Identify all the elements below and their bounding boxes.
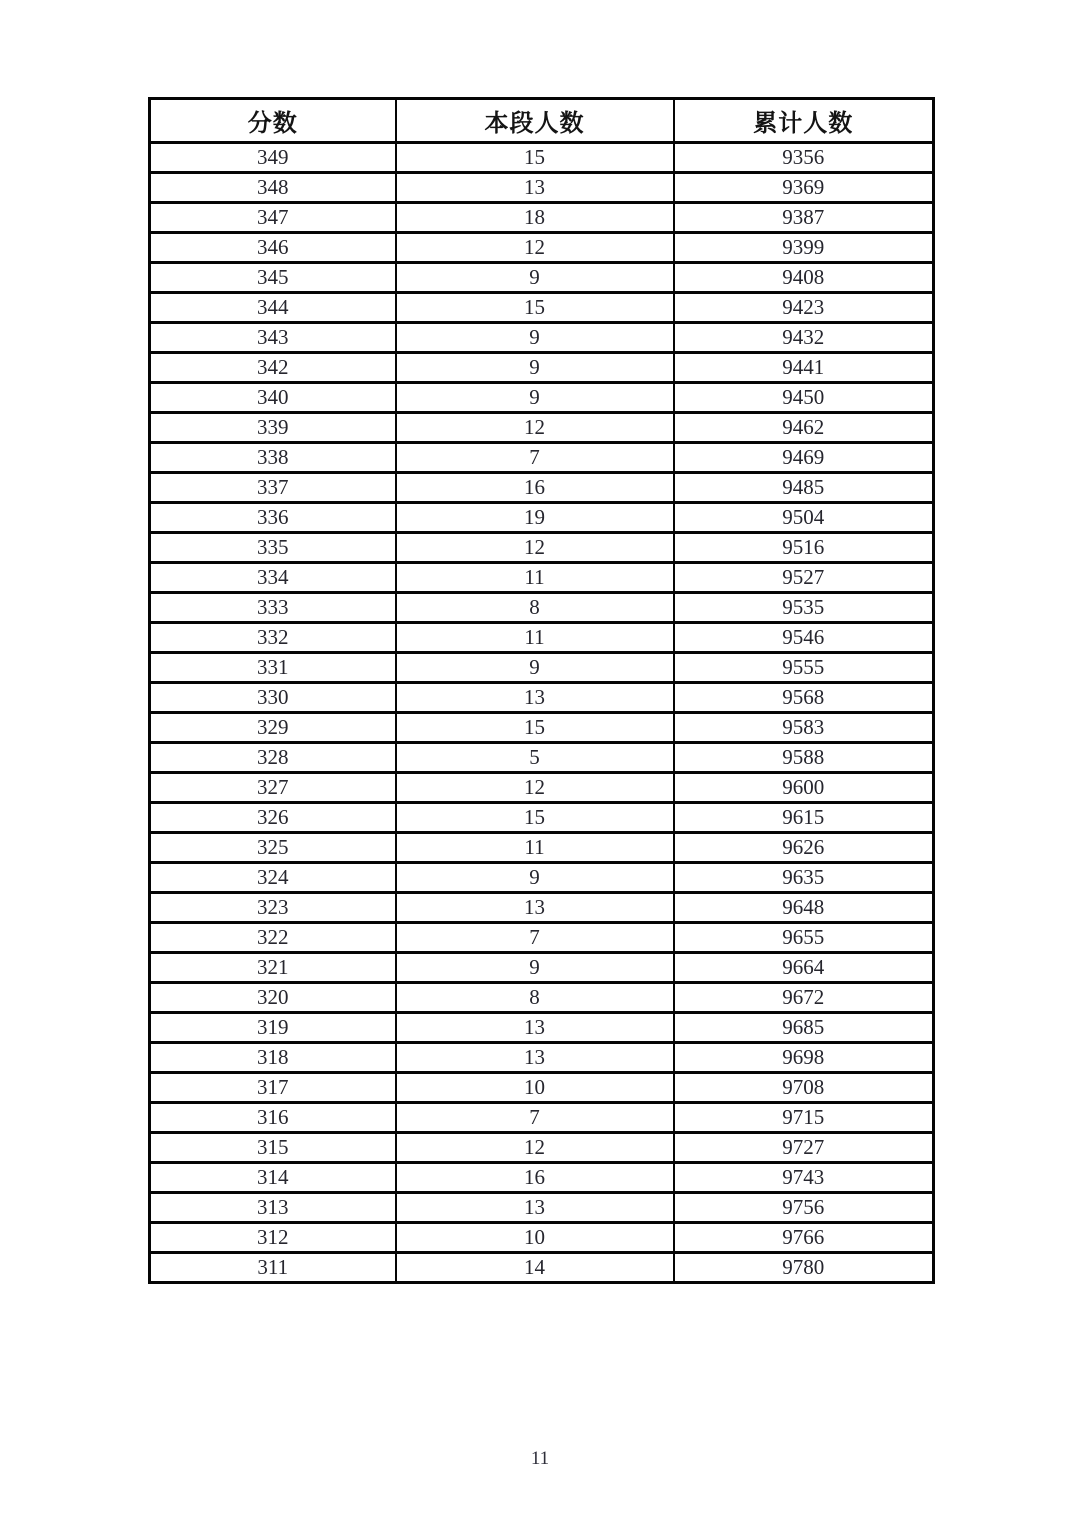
- cumulative-count-cell: 9698: [674, 1043, 934, 1073]
- segment-count-cell: 15: [396, 143, 674, 173]
- segment-count-cell: 16: [396, 473, 674, 503]
- score-cell: 326: [150, 803, 396, 833]
- score-cell: 319: [150, 1013, 396, 1043]
- segment-count-cell: 7: [396, 1103, 674, 1133]
- segment-count-cell: 9: [396, 863, 674, 893]
- score-cell: 317: [150, 1073, 396, 1103]
- cumulative-count-cell: 9655: [674, 923, 934, 953]
- score-cell: 340: [150, 383, 396, 413]
- score-cell: 329: [150, 713, 396, 743]
- cumulative-count-cell: 9568: [674, 683, 934, 713]
- table-row: [150, 203, 934, 233]
- segment-count-cell: 9: [396, 653, 674, 683]
- table-row: [150, 593, 934, 623]
- segment-count-cell: 9: [396, 263, 674, 293]
- score-cell: 349: [150, 143, 396, 173]
- table-row: [150, 1103, 934, 1133]
- table-row: [150, 353, 934, 383]
- segment-count-cell: 18: [396, 203, 674, 233]
- table-row: [150, 533, 934, 563]
- cumulative-count-cell: 9672: [674, 983, 934, 1013]
- segment-count-cell: 15: [396, 713, 674, 743]
- score-cell: 323: [150, 893, 396, 923]
- segment-count-cell: 13: [396, 1193, 674, 1223]
- segment-count-cell: 13: [396, 1013, 674, 1043]
- cumulative-count-cell: 9546: [674, 623, 934, 653]
- segment-count-cell: 13: [396, 1043, 674, 1073]
- cumulative-count-cell: 9626: [674, 833, 934, 863]
- table-row: [150, 323, 934, 353]
- cumulative-count-cell: 9588: [674, 743, 934, 773]
- segment-count-cell: 12: [396, 413, 674, 443]
- segment-count-cell: 16: [396, 1163, 674, 1193]
- table-row: [150, 413, 934, 443]
- score-cell: 313: [150, 1193, 396, 1223]
- segment-count-cell: 12: [396, 1133, 674, 1163]
- cumulative-count-cell: 9743: [674, 1163, 934, 1193]
- score-cell: 316: [150, 1103, 396, 1133]
- table-row: [150, 1013, 934, 1043]
- score-cell: 337: [150, 473, 396, 503]
- cumulative-count-cell: 9600: [674, 773, 934, 803]
- table-row: [150, 653, 934, 683]
- cumulative-count-cell: 9450: [674, 383, 934, 413]
- cumulative-count-cell: 9756: [674, 1193, 934, 1223]
- cumulative-count-cell: 9408: [674, 263, 934, 293]
- score-cell: 320: [150, 983, 396, 1013]
- cumulative-count-cell: 9527: [674, 563, 934, 593]
- score-cell: 343: [150, 323, 396, 353]
- cumulative-count-cell: 9535: [674, 593, 934, 623]
- table-row: [150, 473, 934, 503]
- table-row: [150, 1073, 934, 1103]
- segment-count-cell: 13: [396, 683, 674, 713]
- score-cell: 339: [150, 413, 396, 443]
- table-row: [150, 143, 934, 173]
- table-row: [150, 983, 934, 1013]
- score-cell: 332: [150, 623, 396, 653]
- segment-count-cell: 5: [396, 743, 674, 773]
- segment-count-cell: 8: [396, 593, 674, 623]
- score-cell: 327: [150, 773, 396, 803]
- segment-count-cell: 7: [396, 443, 674, 473]
- score-cell: 314: [150, 1163, 396, 1193]
- header-cumulative-count: 累计人数: [674, 99, 934, 143]
- cumulative-count-cell: 9356: [674, 143, 934, 173]
- table-row: [150, 1253, 934, 1283]
- page-number: 11: [530, 1448, 550, 1469]
- cumulative-count-cell: 9399: [674, 233, 934, 263]
- header-segment-count: 本段人数: [396, 99, 674, 143]
- table-row: [150, 263, 934, 293]
- segment-count-cell: 14: [396, 1253, 674, 1283]
- score-cell: 333: [150, 593, 396, 623]
- table-row: [150, 803, 934, 833]
- score-cell: 325: [150, 833, 396, 863]
- table-row: [150, 713, 934, 743]
- cumulative-count-cell: 9635: [674, 863, 934, 893]
- score-cell: 328: [150, 743, 396, 773]
- score-cell: 311: [150, 1253, 396, 1283]
- table-row: [150, 953, 934, 983]
- score-cell: 312: [150, 1223, 396, 1253]
- score-cell: 315: [150, 1133, 396, 1163]
- cumulative-count-cell: 9485: [674, 473, 934, 503]
- segment-count-cell: 10: [396, 1223, 674, 1253]
- segment-count-cell: 19: [396, 503, 674, 533]
- score-cell: 347: [150, 203, 396, 233]
- segment-count-cell: 15: [396, 293, 674, 323]
- score-cell: 331: [150, 653, 396, 683]
- score-cell: 322: [150, 923, 396, 953]
- cumulative-count-cell: 9369: [674, 173, 934, 203]
- cumulative-count-cell: 9708: [674, 1073, 934, 1103]
- table-header-row: [150, 99, 934, 143]
- cumulative-count-cell: 9685: [674, 1013, 934, 1043]
- score-cell: 335: [150, 533, 396, 563]
- table-row: [150, 503, 934, 533]
- cumulative-count-cell: 9766: [674, 1223, 934, 1253]
- table-row: [150, 863, 934, 893]
- table-row: [150, 173, 934, 203]
- table-row: [150, 383, 934, 413]
- cumulative-count-cell: 9504: [674, 503, 934, 533]
- cumulative-count-cell: 9469: [674, 443, 934, 473]
- score-cell: 334: [150, 563, 396, 593]
- cumulative-count-cell: 9648: [674, 893, 934, 923]
- score-cell: 330: [150, 683, 396, 713]
- cumulative-count-cell: 9664: [674, 953, 934, 983]
- segment-count-cell: 9: [396, 353, 674, 383]
- table-row: [150, 773, 934, 803]
- segment-count-cell: 11: [396, 833, 674, 863]
- score-cell: 321: [150, 953, 396, 983]
- segment-count-cell: 8: [396, 983, 674, 1013]
- segment-count-cell: 9: [396, 953, 674, 983]
- cumulative-count-cell: 9441: [674, 353, 934, 383]
- table-row: [150, 923, 934, 953]
- table-row: [150, 1043, 934, 1073]
- score-cell: 318: [150, 1043, 396, 1073]
- table-row: [150, 1133, 934, 1163]
- cumulative-count-cell: 9780: [674, 1253, 934, 1283]
- cumulative-count-cell: 9462: [674, 413, 934, 443]
- table-row: [150, 293, 934, 323]
- table-row: [150, 743, 934, 773]
- score-table-body: [150, 143, 934, 1283]
- segment-count-cell: 11: [396, 563, 674, 593]
- header-score: 分数: [150, 99, 396, 143]
- score-cell: 344: [150, 293, 396, 323]
- table-row: [150, 1163, 934, 1193]
- cumulative-count-cell: 9387: [674, 203, 934, 233]
- cumulative-count-cell: 9727: [674, 1133, 934, 1163]
- table-row: [150, 1223, 934, 1253]
- cumulative-count-cell: 9555: [674, 653, 934, 683]
- table-row: [150, 893, 934, 923]
- cumulative-count-cell: 9615: [674, 803, 934, 833]
- table-row: [150, 683, 934, 713]
- segment-count-cell: 10: [396, 1073, 674, 1103]
- cumulative-count-cell: 9715: [674, 1103, 934, 1133]
- score-cell: 324: [150, 863, 396, 893]
- score-cell: 348: [150, 173, 396, 203]
- segment-count-cell: 11: [396, 623, 674, 653]
- segment-count-cell: 9: [396, 323, 674, 353]
- cumulative-count-cell: 9583: [674, 713, 934, 743]
- segment-count-cell: 13: [396, 893, 674, 923]
- score-cell: 336: [150, 503, 396, 533]
- table-row: [150, 443, 934, 473]
- score-cell: 338: [150, 443, 396, 473]
- cumulative-count-cell: 9516: [674, 533, 934, 563]
- segment-count-cell: 12: [396, 233, 674, 263]
- table-row: [150, 623, 934, 653]
- segment-count-cell: 9: [396, 383, 674, 413]
- cumulative-count-cell: 9432: [674, 323, 934, 353]
- table-row: [150, 833, 934, 863]
- score-cell: 342: [150, 353, 396, 383]
- table-row: [150, 233, 934, 263]
- segment-count-cell: 7: [396, 923, 674, 953]
- score-distribution-table: [148, 97, 935, 1284]
- score-cell: 345: [150, 263, 396, 293]
- segment-count-cell: 15: [396, 803, 674, 833]
- table-row: [150, 1193, 934, 1223]
- segment-count-cell: 12: [396, 773, 674, 803]
- table-row: [150, 563, 934, 593]
- score-cell: 346: [150, 233, 396, 263]
- segment-count-cell: 12: [396, 533, 674, 563]
- segment-count-cell: 13: [396, 173, 674, 203]
- cumulative-count-cell: 9423: [674, 293, 934, 323]
